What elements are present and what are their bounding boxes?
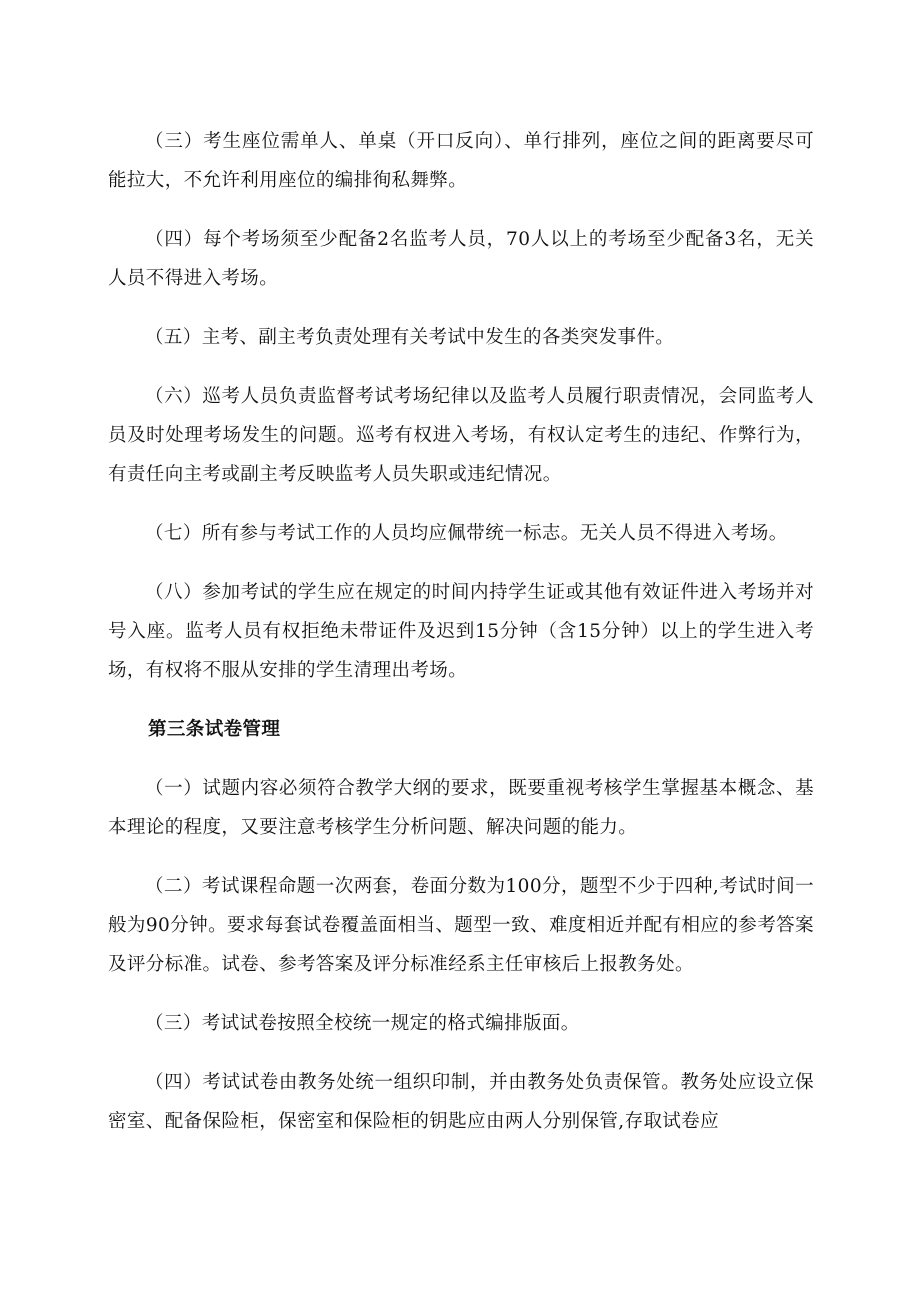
paragraph-paper-printing: （四）考试试卷由教务处统一组织印制，并由教务处负责保管。教务处应设立保密室、配备保险柜，保密室和保险柜的钥匙应由两人分别保管,存取试卷应 [108, 1072, 814, 1132]
paragraph-student-entry: （八）参加考试的学生应在规定的时间内持学生证或其他有效证件进入考场并对号入座。监考人员有权拒绝未带证件及迟到15分钟（含15分钟）以上的学生进入考场，有权将不服从安排的学生清理出考场。 [108, 582, 814, 681]
paragraph-paper-sets: （二）考试课程命题一次两套，卷面分数为100分，题型不少于四种,考试时间一般为90分钟。要求每套试卷覆盖面相当、题型一致、难度相近并配有相应的参考答案及评分标准。试卷、参考答案及评分标准经系主任审核后上报教务处。 [108, 876, 814, 975]
paragraph-seat-arrangement: （三）考生座位需单人、单桌（开口反向）、单行排列，座位之间的距离要尽可能拉大，不允许利用座位的编排徇私舞弊。 [108, 131, 814, 191]
document-page [108, 122, 814, 1161]
paragraph-paper-format: （三）考试试卷按照全校统一规定的格式编排版面。 [145, 1013, 580, 1034]
paragraph-question-content: （一）试题内容必须符合教学大纲的要求，既要重视考核学生掌握基本概念、基本理论的程度，又要注意考核学生分析问题、解决问题的能力。 [108, 778, 814, 838]
paragraph-patrol-examiner: （六）巡考人员负责监督考试考场纪律以及监考人员履行职责情况，会同监考人员及时处理考场发生的问题。巡考有权进入考场，有权认定考生的违纪、作弊行为，有责任向主考或副主考反映监考人员失职或违纪情况。 [108, 386, 814, 485]
paragraph-invigilator-count: （四）每个考场须至少配备2名监考人员，70人以上的考场至少配备3名，无关人员不得进入考场。 [108, 229, 814, 289]
paragraph-chief-examiner: （五）主考、副主考负责处理有关考试中发生的各类突发事件。 [145, 327, 675, 348]
section-heading-exam-paper-management: 第三条试卷管理 [148, 719, 281, 740]
paragraph-staff-badge: （七）所有参与考试工作的人员均应佩带统一标志。无关人员不得进入考场。 [145, 523, 788, 544]
